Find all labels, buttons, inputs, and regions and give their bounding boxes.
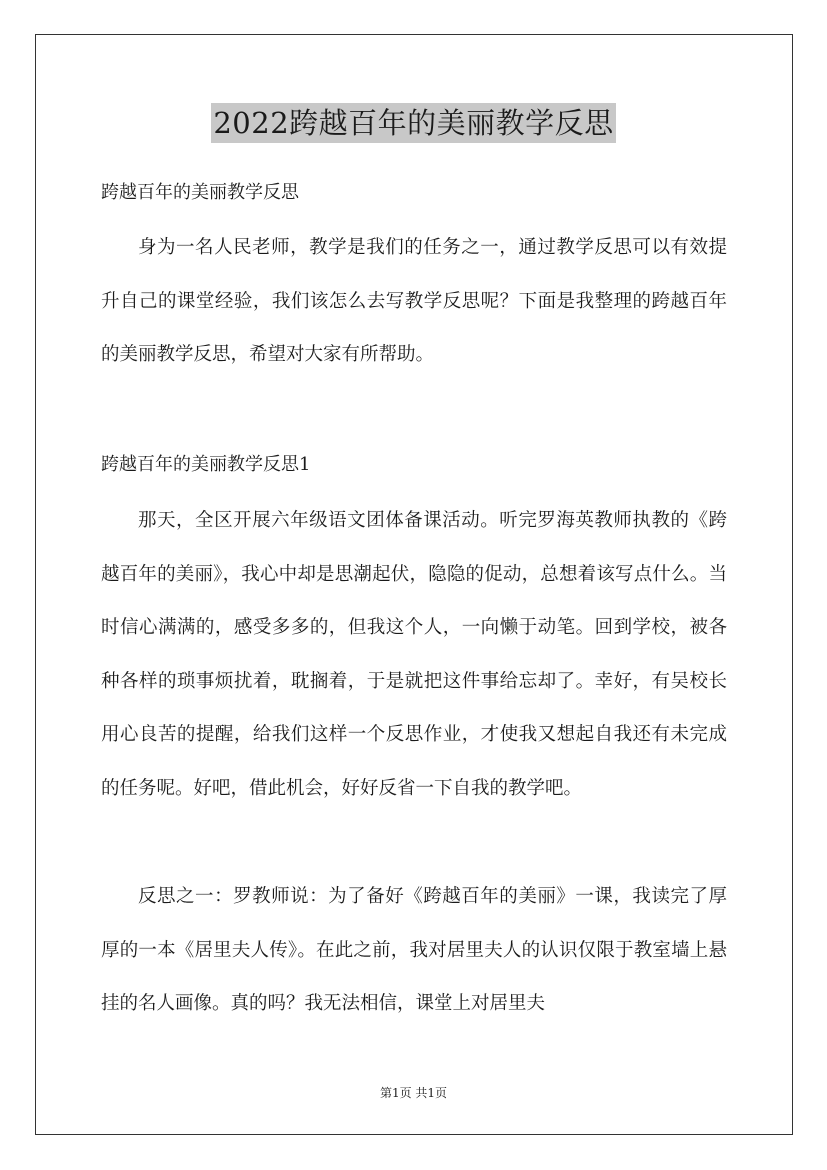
intro-paragraph: 身为一名人民老师，教学是我们的任务之一，通过教学反思可以有效提升自己的课堂经验，我们该怎么去写教学反思呢？下面是我整理的跨越百年的美丽教学反思，希望对大家有所帮助。 (101, 237, 727, 365)
subheading-reflection-1: 跨越百年的美丽教学反思1 (101, 454, 311, 475)
body-paragraph-2: 反思之一：罗教师说：为了备好《跨越百年的美丽》一课，我读完了厚厚的一本《居里夫人传》。在此之前，我对居里夫人的认识仅限于教室墙上悬挂的名人画像。真的吗？我无法相信，课堂上对居里夫 (101, 886, 727, 1014)
body-paragraph-1: 那天，全区开展六年级语文团体备课活动。听完罗海英教师执教的《跨越百年的美丽》，我心中却是思潮起伏，隐隐的促动，总想着该写点什么。当时信心满满的，感受多多的，但我这个人，一向懒于动笔。回到学校，被各种各样的琐事烦扰着，耽搁着，于是就把这件事给忘却了。幸好，有吴校长用心良苦的提醒，给我们这样一个反思作业，才使我又想起自我还有未完成的任务呢。好吧，借此机会，好好反省一下自我的教学吧。 (101, 510, 727, 799)
document-title: 2022跨越百年的美丽教学反思 (211, 103, 615, 143)
page-footer: 第1页 共1页 (379, 1086, 448, 1100)
subheading-intro: 跨越百年的美丽教学反思 (101, 182, 299, 203)
title-container (0, 103, 827, 143)
